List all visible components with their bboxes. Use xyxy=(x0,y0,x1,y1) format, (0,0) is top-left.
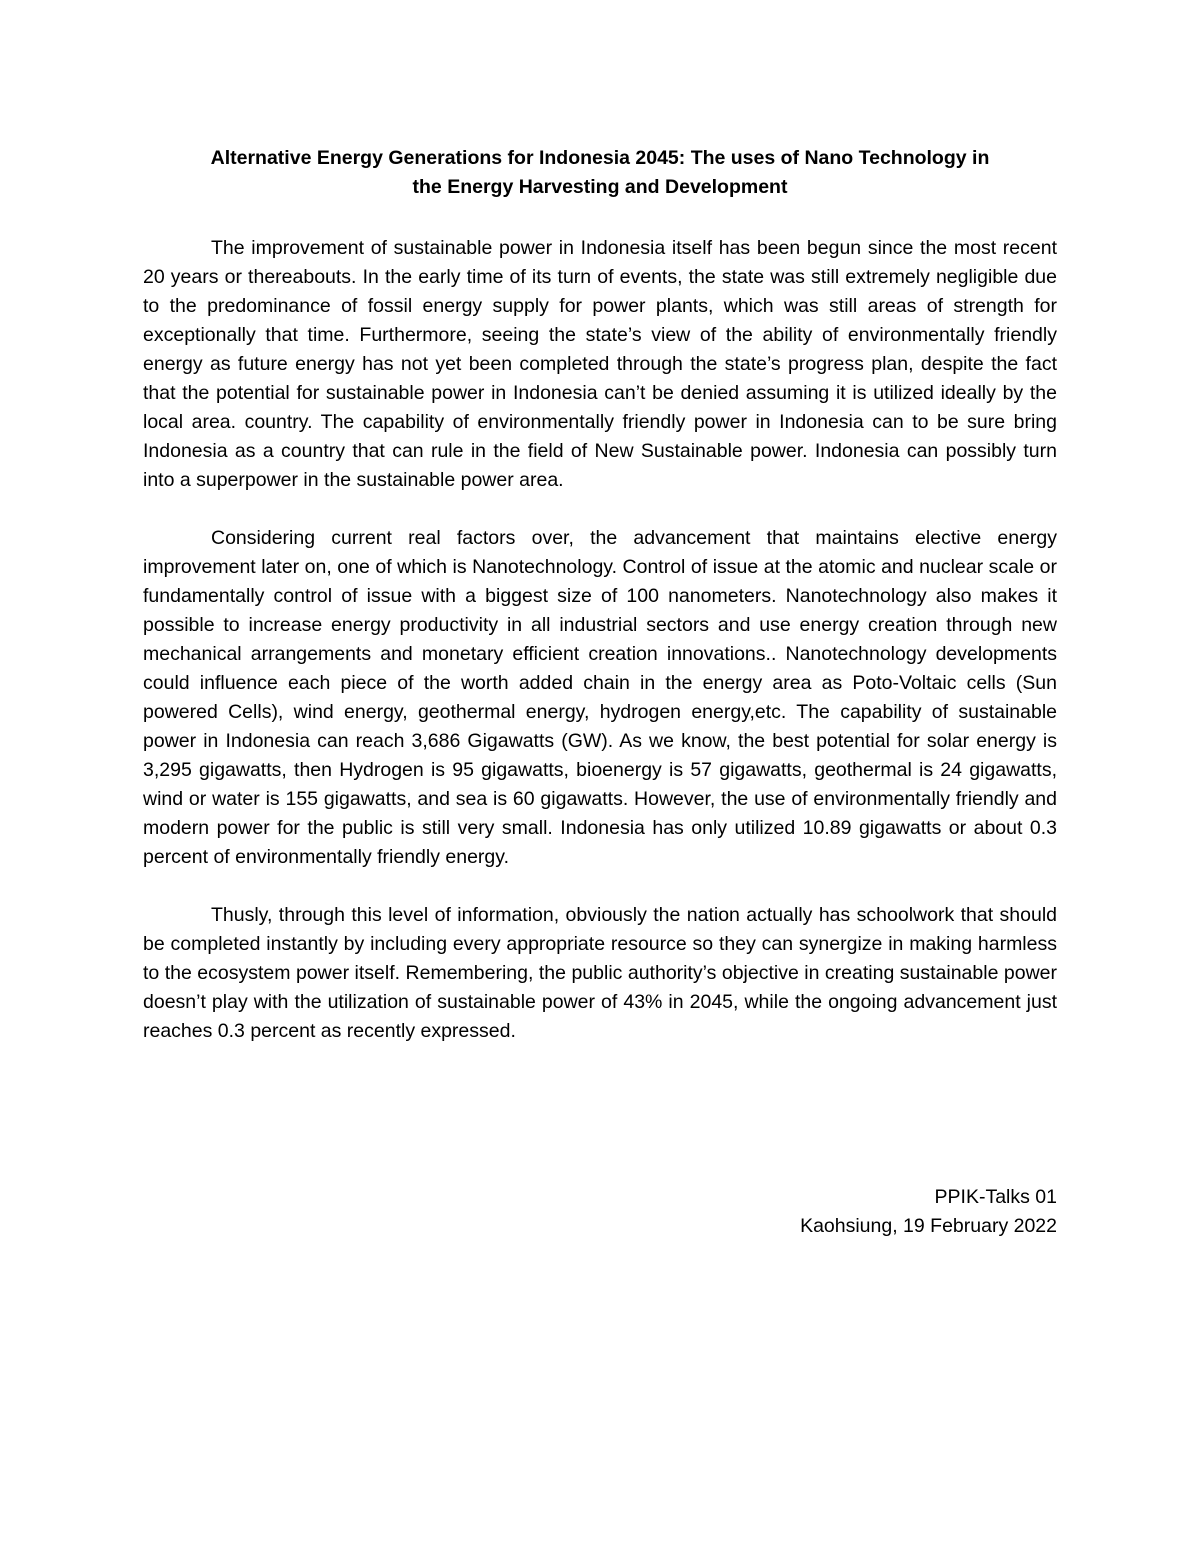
paragraph-1: The improvement of sustainable power in Indonesia itself has been begun since the most recent 20 years or thereabouts. In the early time of its turn of events, the state was still extremely negligible due to the predominance of fossil energy supply for power plants, which was still areas of strength for exceptionally that time. Furthermore, seeing the state’s view of the ability of environmentally friendly energy as future energy has not yet been completed through the state’s progress plan, despite the fact that the potential for sustainable power in Indonesia can’t be denied assuming it is utilized ideally by the local area. country. The capability of environmentally friendly power in Indonesia can to be sure bring Indonesia as a country that can rule in the field of New Sustainable power. Indonesia can possibly turn into a superpower in the sustainable power area. xyxy=(143,237,1057,491)
document-body xyxy=(143,234,1057,1075)
signoff-event: PPIK-Talks 01 xyxy=(934,1186,1057,1208)
paragraph-3: Thusly, through this level of information, obviously the nation actually has schoolwork that should be completed instantly by including every appropriate resource so they can synergize in making harmless to the ecosystem power itself. Remembering, the public authority’s objective in creating sustainable power doesn’t play with the utilization of sustainable power of 43% in 2045, while the ongoing advancement just reaches 0.3 percent as recently expressed. xyxy=(143,904,1057,1042)
document-title xyxy=(143,144,1057,202)
signoff-block xyxy=(800,1183,1057,1241)
paragraph-2: Considering current real factors over, the advancement that maintains elective energy improvement later on, one of which is Nanotechnology. Control of issue at the atomic and nuclear scale or fundamentally control of issue with a biggest size of 100 nanometers. Nanotechnology also makes it possible to increase energy productivity in all industrial sectors and use energy creation through new mechanical arrangements and monetary efficient creation innovations.. Nanotechnology developments could influence each piece of the worth added chain in the energy area as Poto-Voltaic cells (Sun powered Cells), wind energy, geothermal energy, hydrogen energy,etc. The capability of sustainable power in Indonesia can reach 3,686 Gigawatts (GW). As we know, the best potential for solar energy is 3,295 gigawatts, then Hydrogen is 95 gigawatts, bioenergy is 57 gigawatts, geothermal is 24 gigawatts, wind or water is 155 gigawatts, and sea is 60 gigawatts. However, the use of environmentally friendly and modern power for the public is still very small. Indonesia has only utilized 10.89 gigawatts or about 0.3 percent of environmentally friendly energy. xyxy=(143,527,1057,868)
signoff-place-date: Kaohsiung, 19 February 2022 xyxy=(800,1215,1057,1237)
title-line-2: the Energy Harvesting and Development xyxy=(412,176,788,198)
title-line-1: Alternative Energy Generations for Indonesia 2045: The uses of Nano Technology in xyxy=(210,147,990,169)
